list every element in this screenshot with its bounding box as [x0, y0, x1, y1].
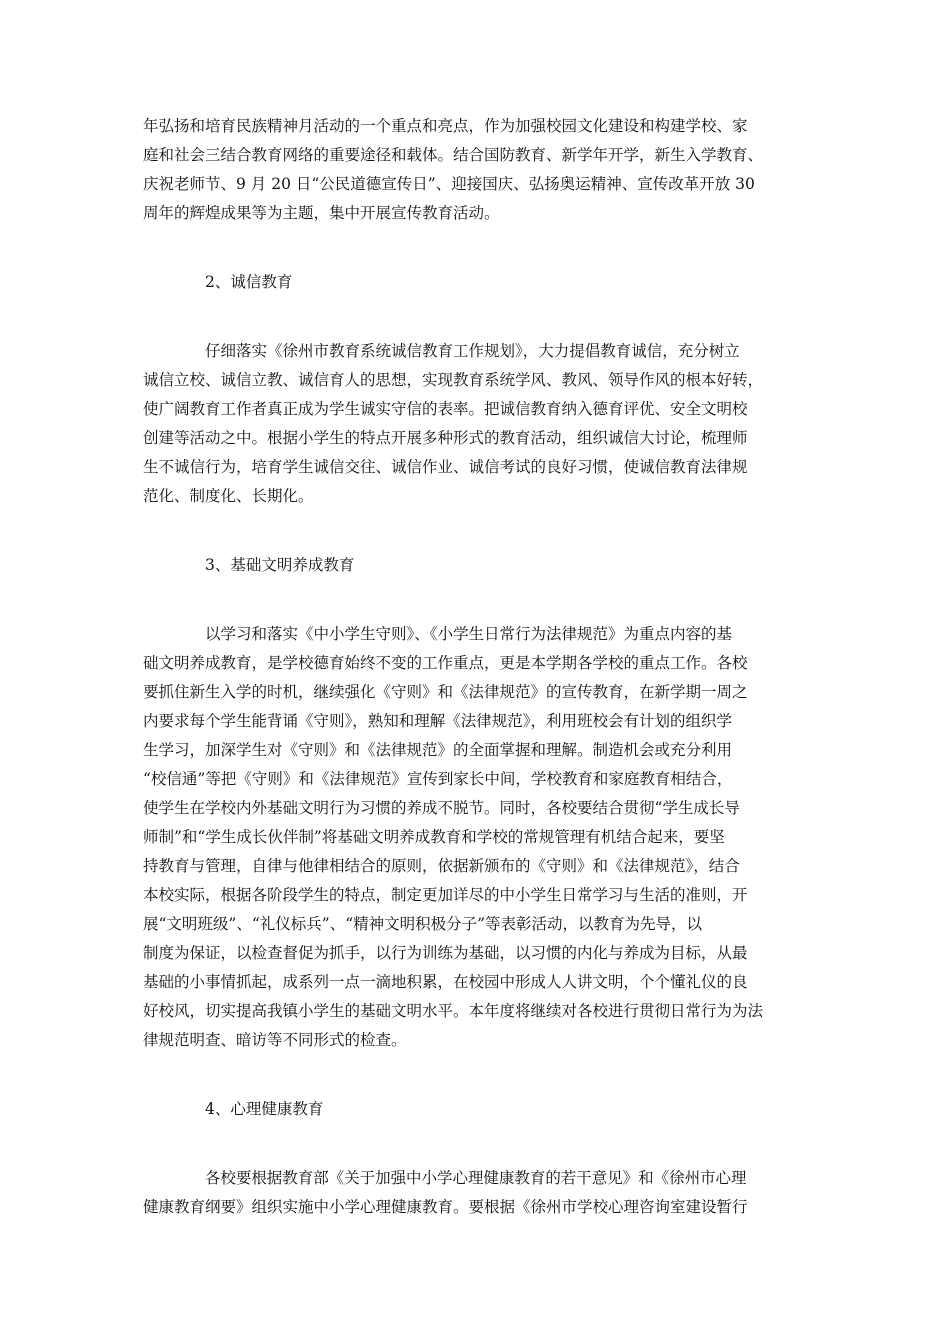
text-line: 生学习，加深学生对《守则》和《法律规范》的全面掌握和理解。制造机会或充分利用 [143, 741, 733, 759]
section-heading-civility: 3、基础文明养成教育 [205, 556, 355, 574]
text-line: 内要求每个学生能背诵《守则》，熟知和理解《法律规范》，利用班校会有计划的组织学 [143, 712, 733, 730]
text-line: 制度为保证，以检查督促为抓手，以行为训练为基础，以习惯的内化与养成为目标，从最 [143, 944, 748, 962]
text-line: 使广阔教育工作者真正成为学生诚实守信的表率。把诚信教育纳入德育评优、安全文明校 [143, 400, 748, 418]
text-line: 本校实际，根据各阶段学生的特点，制定更加详尽的中小学生日常学习与生活的准则，开 [143, 886, 748, 904]
text-line: 创建等活动之中。根据小学生的特点开展多种形式的教育活动，组织诚信大讨论，梳理师 [143, 429, 748, 447]
section-heading-integrity: 2、诚信教育 [205, 273, 293, 291]
text-line: 周年的辉煌成果等为主题，集中开展宣传教育活动。 [143, 204, 500, 222]
section-heading-mental-health: 4、心理健康教育 [205, 1100, 324, 1118]
text-line: 年弘扬和培育民族精神月活动的一个重点和亮点，作为加强校园文化建设和构建学校、家 [143, 117, 748, 135]
text-line: 师制”和“学生成长伙伴制”将基础文明养成教育和学校的常规管理有机结合起来，要坚 [143, 828, 725, 846]
text-line: 各校要根据教育部《关于加强中小学心理健康教育的若干意见》和《徐州市心理 [204, 1169, 747, 1187]
paragraph-mental-health-education [143, 1164, 809, 1222]
text-line: 庆祝老师节、9 月 20 日“公民道德宣传日”、迎接国庆、弘扬奥运精神、宣传改革开放 30 [143, 175, 755, 193]
text-line: 诚信立校、诚信立教、诚信育人的思想，实现教育系统学风、教风、领导作风的根本好转， [143, 371, 764, 389]
text-line: 础文明养成教育，是学校德育始终不变的工作重点，更是本学期各学校的重点工作。各校 [143, 654, 748, 672]
document-body [143, 112, 809, 1262]
text-line: 展“文明班级”、“礼仪标兵”、“精神文明积极分子”等表彰活动，以教育为先导，以 [143, 915, 703, 933]
text-line: 好校风，切实提高我镇小学生的基础文明水平。本年度将继续对各校进行贯彻日常行为为法 [143, 1002, 764, 1020]
paragraph-civility-education [143, 620, 809, 1055]
text-line: 仔细落实《徐州市教育系统诚信教育工作规划》，大力提倡教育诚信，充分树立 [205, 342, 740, 360]
paragraph-integrity-education [143, 337, 809, 511]
text-line: 以学习和落实《中小学生守则》、《小学生日常行为法律规范》为重点内容的基 [205, 625, 733, 643]
text-line: 庭和社会三结合教育网络的重要途径和载体。结合国防教育、新学年开学，新生入学教育、 [143, 146, 764, 164]
text-line: 范化、制度化、长期化。 [143, 487, 314, 505]
paragraph-intro [143, 112, 809, 228]
text-line: 律规范明查、暗访等不同形式的检查。 [143, 1031, 407, 1049]
text-line: 基础的小事情抓起，成系列一点一滴地积累，在校园中形成人人讲文明，个个懂礼仪的良 [143, 973, 748, 991]
text-line: “校信通”等把《守则》和《法律规范》宣传到家长中间，学校教育和家庭教育相结合， [143, 770, 733, 788]
text-line: 使学生在学校内外基础文明行为习惯的养成不脱节。同时，各校要结合贯彻“学生成长导 [143, 799, 740, 817]
text-line: 生不诚信行为，培育学生诚信交往、诚信作业、诚信考试的良好习惯，使诚信教育法律规 [143, 458, 748, 476]
text-line: 持教育与管理，自律与他律相结合的原则，依据新颁布的《守则》和《法律规范》，结合 [143, 857, 740, 875]
text-line: 健康教育纲要》组织实施中小学心理健康教育。要根据《徐州市学校心理咨询室建设暂行 [143, 1198, 748, 1216]
text-line: 要抓住新生入学的时机，继续强化《守则》和《法律规范》的宣传教育，在新学期一周之 [143, 683, 748, 701]
